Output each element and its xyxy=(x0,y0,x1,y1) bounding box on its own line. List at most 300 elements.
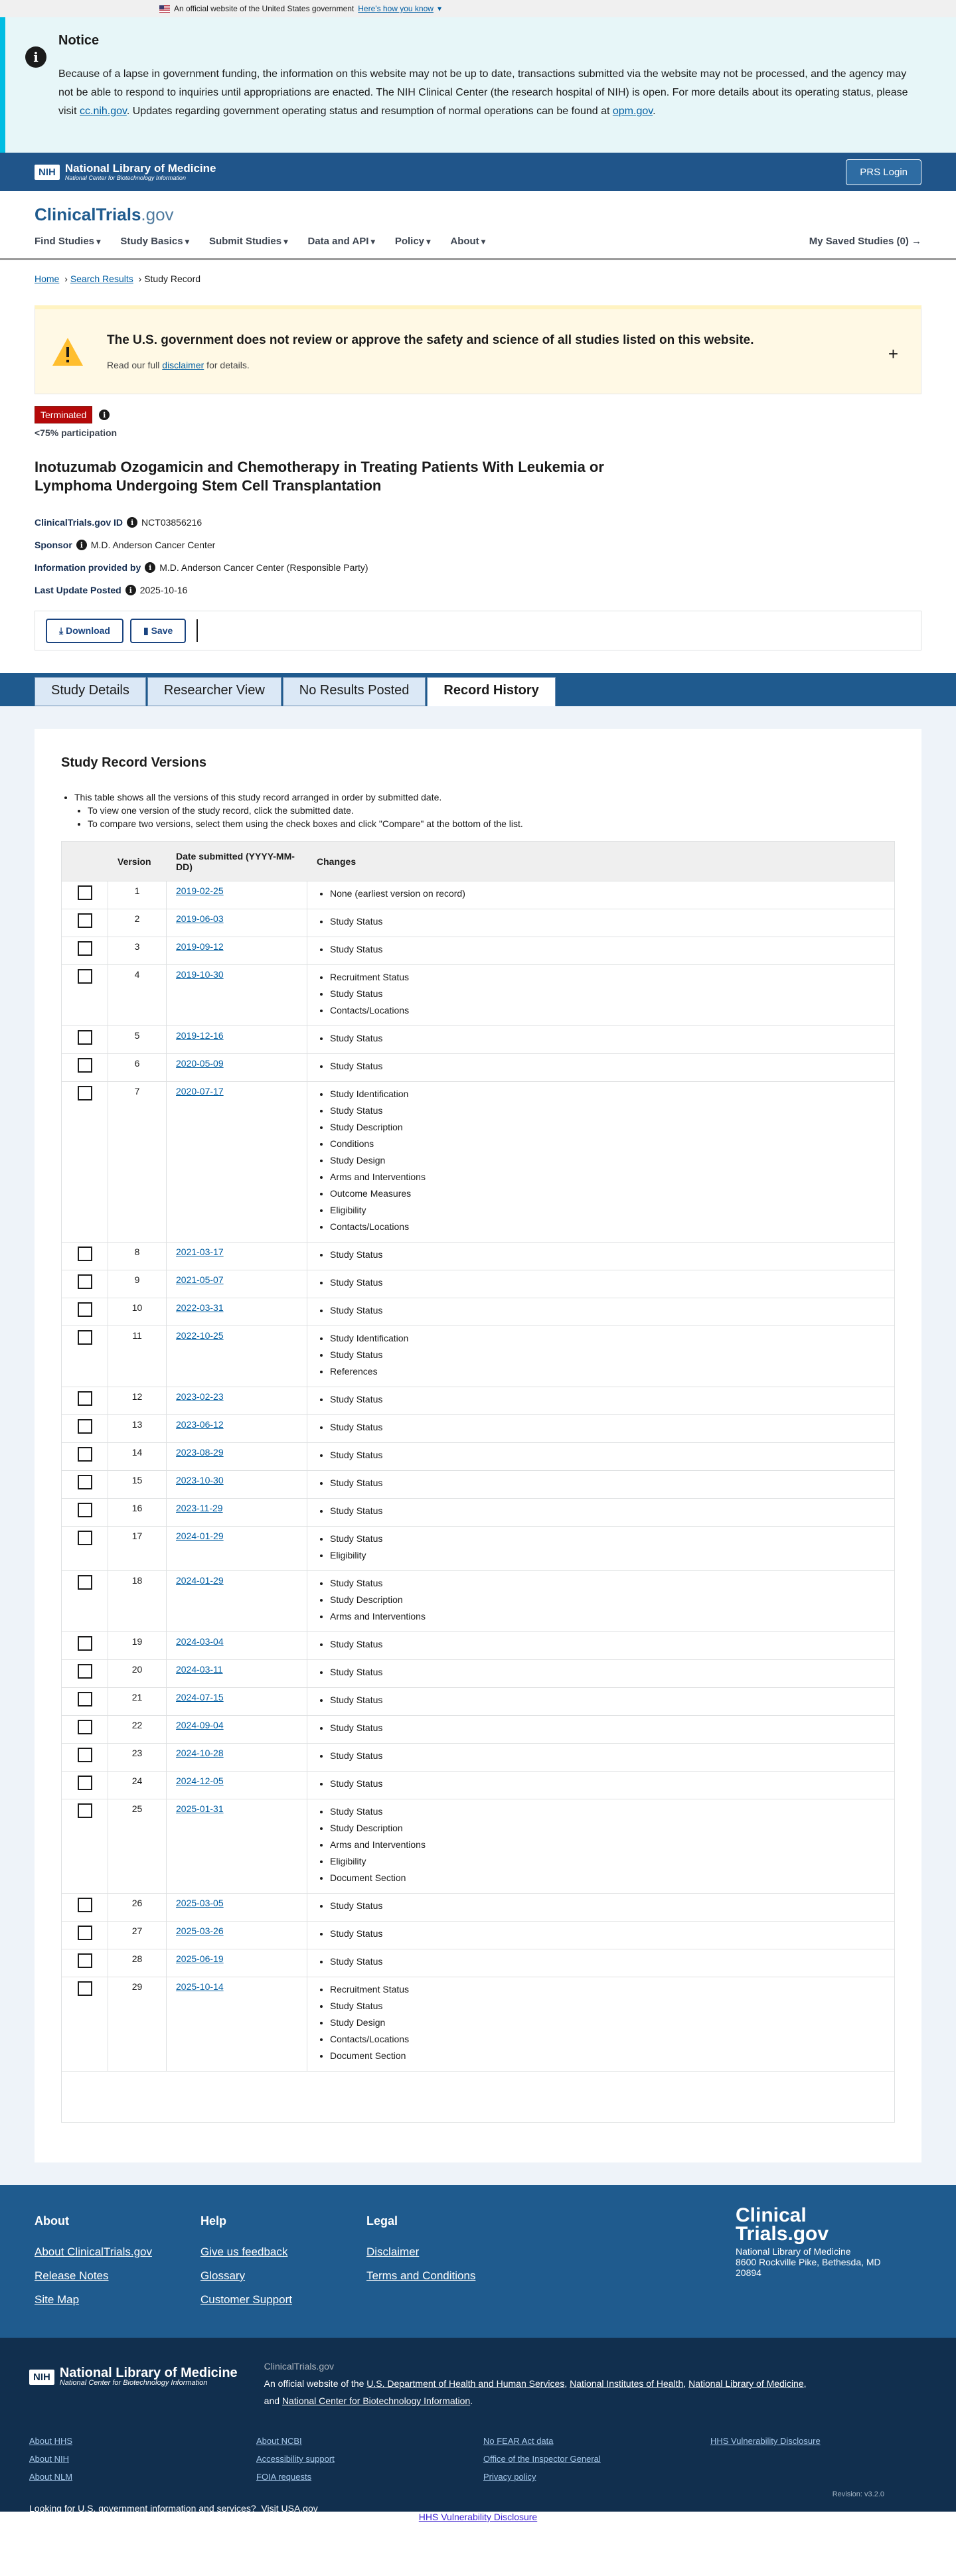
select-cell xyxy=(62,1471,108,1498)
table-row xyxy=(62,1387,894,1415)
save-label: Save xyxy=(151,625,173,636)
change-item: • Study Status xyxy=(330,986,894,1002)
save-button[interactable] xyxy=(130,619,186,643)
version-checkbox[interactable] xyxy=(78,1636,92,1651)
vulnerability-bar xyxy=(0,2512,956,2528)
date-cell xyxy=(167,1026,307,1053)
brand-main: ClinicalTrials xyxy=(35,204,141,224)
breadcrumb-search-results[interactable]: Search Results xyxy=(70,273,133,284)
changes-cell xyxy=(307,1799,894,1893)
table-row xyxy=(62,881,894,909)
select-cell xyxy=(62,1571,108,1631)
version-checkbox[interactable] xyxy=(78,1274,92,1289)
nav-find-studies[interactable]: Find Studies ▾ xyxy=(35,236,100,247)
date-cell xyxy=(167,1632,307,1659)
disclaimer-banner[interactable] xyxy=(35,305,921,394)
version-date-link[interactable]: 2025-01-31 xyxy=(176,1803,224,1814)
version-checkbox[interactable] xyxy=(78,969,92,984)
nih-logo-icon: NIH xyxy=(35,165,60,180)
version-date-link[interactable]: 2021-03-17 xyxy=(176,1247,224,1257)
version-date-link[interactable]: 2019-12-16 xyxy=(176,1030,224,1041)
change-item: • Recruitment Status xyxy=(330,1981,894,1998)
tab-record-history[interactable]: Record History xyxy=(427,677,555,706)
date-cell xyxy=(167,1298,307,1326)
table-row xyxy=(62,1660,894,1688)
table-row xyxy=(62,1949,894,1977)
footer-link[interactable]: About ClinicalTrials.gov xyxy=(35,2245,152,2258)
date-cell xyxy=(167,1387,307,1414)
change-item: • Study Status xyxy=(330,1274,894,1291)
version-date-link[interactable]: 2019-10-30 xyxy=(176,969,224,980)
version-date-link[interactable]: 2024-07-15 xyxy=(176,1692,224,1703)
intro-sub-2: • To compare two versions, select them using the check boxes and click "Compare" at the bottom of the list. xyxy=(88,817,895,830)
hhs-link[interactable]: U.S. Department of Health and Human Services xyxy=(366,2378,565,2389)
select-cell xyxy=(62,1977,108,2071)
changes-cell xyxy=(307,1688,894,1715)
notice-text-2: . Updates regarding government operating status and resumption of normal operations can be found at xyxy=(126,106,613,117)
table-row xyxy=(62,1977,894,2072)
nlm-footer-links xyxy=(29,2436,927,2490)
date-cell xyxy=(167,1660,307,1687)
date-cell xyxy=(167,909,307,937)
version-date-link[interactable]: 2023-11-29 xyxy=(176,1503,223,1513)
date-cell xyxy=(167,1922,307,1949)
nlm-name: National Library of Medicine xyxy=(64,162,216,175)
date-cell xyxy=(167,1799,307,1893)
select-cell xyxy=(62,1270,108,1298)
id-label: ClinicalTrials.gov ID xyxy=(35,517,123,528)
participation-label: <75% participation xyxy=(35,427,118,438)
opm-link[interactable]: opm.gov xyxy=(612,106,653,117)
breadcrumb-current: Study Record xyxy=(144,273,201,284)
changes-cell xyxy=(307,937,894,964)
nav-study-basics[interactable]: Study Basics ▾ xyxy=(120,236,189,247)
select-cell xyxy=(62,1632,108,1659)
version-checkbox[interactable] xyxy=(78,1302,92,1317)
version-date-link[interactable]: 2021-05-07 xyxy=(176,1274,224,1285)
changes-cell xyxy=(307,881,894,909)
nav-about[interactable]: About ▾ xyxy=(450,236,485,247)
version-number: 19 xyxy=(108,1632,167,1659)
change-item: • Study Design xyxy=(330,2014,894,2031)
footer-brand-1: Clinical xyxy=(736,2204,807,2226)
changes-cell xyxy=(307,1977,894,2071)
info-provided-label: Information provided by xyxy=(35,562,141,573)
select-cell xyxy=(62,1082,108,1242)
version-number: 13 xyxy=(108,1415,167,1442)
last-update-value: 2025-10-16 xyxy=(139,585,188,595)
info-icon[interactable]: i xyxy=(127,517,137,528)
change-item: • Study Status xyxy=(330,1636,894,1653)
footer-link[interactable]: Give us feedback xyxy=(200,2245,288,2258)
version-checkbox[interactable] xyxy=(78,1953,92,1968)
version-number: 10 xyxy=(108,1298,167,1326)
version-date-link[interactable]: 2024-03-04 xyxy=(176,1636,224,1647)
version-date-link[interactable]: 2025-03-05 xyxy=(176,1898,224,1908)
change-item: • Arms and Interventions xyxy=(330,1608,894,1625)
select-cell xyxy=(62,1326,108,1387)
table-row xyxy=(62,1799,894,1894)
my-saved-studies-link[interactable]: My Saved Studies (0) → xyxy=(809,236,921,247)
gov-banner-text: An official website of the United States government xyxy=(174,4,355,13)
version-date-link[interactable]: 2024-09-04 xyxy=(176,1720,224,1730)
version-date-link[interactable]: 2025-03-26 xyxy=(176,1926,224,1936)
nlm-footer xyxy=(0,2338,956,2512)
change-item: • Recruitment Status xyxy=(330,969,894,986)
changes-cell xyxy=(307,1082,894,1242)
version-date-link[interactable]: 2023-10-30 xyxy=(176,1475,224,1485)
download-button[interactable] xyxy=(46,619,123,643)
version-checkbox[interactable] xyxy=(78,913,92,928)
nav-policy[interactable]: Policy ▾ xyxy=(395,236,431,247)
disclaimer-post: for details. xyxy=(204,359,250,370)
version-checkbox[interactable] xyxy=(78,1803,92,1818)
change-item: • Study Status xyxy=(330,1720,894,1736)
version-number: 27 xyxy=(108,1922,167,1949)
footer-link[interactable]: About HHS xyxy=(29,2436,73,2446)
study-tabs xyxy=(0,673,956,706)
version-date-link[interactable]: 2022-03-31 xyxy=(176,1302,224,1313)
select-cell xyxy=(62,1054,108,1081)
changes-cell xyxy=(307,909,894,937)
changes-cell xyxy=(307,1922,894,1949)
version-number: 22 xyxy=(108,1716,167,1743)
version-checkbox[interactable] xyxy=(78,1692,92,1706)
change-item: • Contacts/Locations xyxy=(330,2031,894,2048)
version-date-link[interactable]: 2022-10-25 xyxy=(176,1330,224,1341)
version-checkbox[interactable] xyxy=(78,1720,92,1734)
version-number: 16 xyxy=(108,1499,167,1526)
address-line: 20894 xyxy=(736,2267,761,2278)
date-cell xyxy=(167,1270,307,1298)
shutdown-notice xyxy=(0,17,956,153)
version-number: 4 xyxy=(108,965,167,1025)
footer-help xyxy=(200,2214,366,2309)
date-cell xyxy=(167,1499,307,1526)
changes-cell xyxy=(307,1243,894,1270)
version-date-link[interactable]: 2019-09-12 xyxy=(176,941,224,952)
cc-nih-link[interactable]: cc.nih.gov xyxy=(80,106,127,117)
change-item: • Study Description xyxy=(330,1119,894,1136)
version-checkbox[interactable] xyxy=(78,1030,92,1045)
version-checkbox[interactable] xyxy=(78,1748,92,1762)
change-item: • Study Status xyxy=(330,1475,894,1491)
col-date: Date submitted (YYYY-MM-DD) xyxy=(176,850,295,872)
table-row xyxy=(62,1716,894,1744)
breadcrumb-home[interactable]: Home xyxy=(35,273,60,284)
select-cell xyxy=(62,1799,108,1893)
version-date-link[interactable]: 2024-01-29 xyxy=(176,1575,224,1586)
version-number: 14 xyxy=(108,1443,167,1470)
change-item: • Study Status xyxy=(330,1347,894,1363)
disclaimer-link[interactable]: disclaimer xyxy=(162,359,204,370)
table-row xyxy=(62,1499,894,1527)
change-item: • Study Status xyxy=(330,1058,894,1075)
breadcrumb: Home › Search Results › Study Record xyxy=(35,273,201,284)
record-history-card xyxy=(35,729,921,2162)
footer-link[interactable]: Disclaimer xyxy=(366,2245,420,2258)
nlm-link[interactable]: National Library of Medicine xyxy=(688,2378,804,2389)
date-cell xyxy=(167,1716,307,1743)
version-checkbox[interactable] xyxy=(78,1575,92,1590)
select-cell xyxy=(62,1387,108,1414)
version-checkbox[interactable] xyxy=(78,941,92,956)
date-cell xyxy=(167,1243,307,1270)
footer-brand xyxy=(736,2206,881,2243)
footer-link[interactable]: Site Map xyxy=(35,2293,80,2306)
footer-link[interactable]: Office of the Inspector General xyxy=(483,2454,601,2464)
change-item: • Study Status xyxy=(330,941,894,958)
date-cell xyxy=(167,1082,307,1242)
version-date-link[interactable]: 2024-01-29 xyxy=(176,1531,224,1541)
version-date-link[interactable]: 2024-12-05 xyxy=(176,1776,224,1786)
version-number: 25 xyxy=(108,1799,167,1893)
nav-data-and-api[interactable]: Data and API ▾ xyxy=(307,236,374,247)
change-item: • Arms and Interventions xyxy=(330,1837,894,1853)
version-checkbox[interactable] xyxy=(78,1664,92,1679)
footer-link[interactable]: Privacy policy xyxy=(483,2472,536,2482)
footer-desc-text: An official website of the xyxy=(264,2378,367,2389)
table-row xyxy=(62,937,894,965)
select-cell xyxy=(62,1443,108,1470)
info-icon[interactable]: i xyxy=(76,540,87,550)
date-cell xyxy=(167,937,307,964)
date-cell xyxy=(167,1054,307,1081)
heres-how-you-know-link[interactable]: Here's how you know xyxy=(358,4,434,13)
info-icon[interactable]: i xyxy=(125,585,136,595)
prs-login-button[interactable]: PRS Login xyxy=(846,159,921,185)
expand-plus-icon[interactable]: + xyxy=(888,344,898,364)
changes-cell xyxy=(307,1571,894,1631)
study-meta xyxy=(35,511,921,601)
disclaimer-text xyxy=(107,360,754,370)
nlm-logo[interactable] xyxy=(35,163,216,181)
version-checkbox[interactable] xyxy=(78,1926,92,1940)
change-item: • Conditions xyxy=(330,1136,894,1152)
table-row xyxy=(62,1243,894,1270)
date-cell xyxy=(167,1894,307,1921)
main-nav xyxy=(35,236,921,247)
nih-link[interactable]: National Institutes of Health xyxy=(570,2378,684,2389)
us-flag-icon xyxy=(159,5,170,13)
table-row xyxy=(62,909,894,937)
change-item: • Study Status xyxy=(330,1575,894,1592)
download-label: Download xyxy=(66,625,110,636)
version-date-link[interactable]: 2025-06-19 xyxy=(176,1953,224,1964)
version-number: 26 xyxy=(108,1894,167,1921)
version-date-link[interactable]: 2023-08-29 xyxy=(176,1447,224,1458)
footer-link[interactable]: About NIH xyxy=(29,2454,69,2464)
footer-link[interactable]: Terms and Conditions xyxy=(366,2269,476,2282)
version-checkbox[interactable] xyxy=(78,1086,92,1100)
table-row xyxy=(62,1270,894,1298)
change-item: • Study Status xyxy=(330,1531,894,1547)
info-icon[interactable]: i xyxy=(145,562,155,573)
change-item: • Study Status xyxy=(330,1030,894,1047)
table-row xyxy=(62,1632,894,1660)
nih-logo-icon: NIH xyxy=(29,2370,54,2385)
version-checkbox[interactable] xyxy=(78,1531,92,1545)
site-logo[interactable] xyxy=(35,204,921,225)
footer-link[interactable]: HHS Vulnerability Disclosure xyxy=(710,2436,821,2446)
footer-help-heading: Help xyxy=(200,2214,227,2228)
version-date-link[interactable]: 2024-03-11 xyxy=(176,1664,223,1675)
footer-link[interactable]: Customer Support xyxy=(200,2293,292,2306)
nlm-header xyxy=(0,153,956,191)
change-item: • Study Description xyxy=(330,1820,894,1837)
change-item: • Study Status xyxy=(330,1247,894,1263)
version-date-link[interactable]: 2020-07-17 xyxy=(176,1086,224,1097)
changes-cell xyxy=(307,1270,894,1298)
select-cell xyxy=(62,1688,108,1715)
select-cell xyxy=(62,1243,108,1270)
date-cell xyxy=(167,881,307,909)
change-item: • Study Status xyxy=(330,1102,894,1119)
changes-cell xyxy=(307,1632,894,1659)
version-checkbox[interactable] xyxy=(78,1981,92,1996)
select-cell xyxy=(62,1949,108,1977)
status-badge: Terminated xyxy=(35,406,92,423)
date-cell xyxy=(167,1772,307,1799)
version-number: 20 xyxy=(108,1660,167,1687)
version-checkbox[interactable] xyxy=(78,1447,92,1462)
table-row xyxy=(62,1298,894,1326)
table-row xyxy=(62,1688,894,1716)
footer-legal xyxy=(366,2214,532,2309)
footer-link[interactable]: Accessibility support xyxy=(256,2454,335,2464)
nlm-footer-desc: ClinicalTrials.gov An official website of the U.S. Department of Health and Human Services, National Institutes of Health, National Library of Medicine, and National Center for Biotechnology Information. xyxy=(264,2358,807,2409)
footer-link[interactable]: FOIA requests xyxy=(256,2472,312,2482)
version-date-link[interactable]: 2024-10-28 xyxy=(176,1748,224,1758)
version-checkbox[interactable] xyxy=(78,1475,92,1489)
version-date-link[interactable]: 2023-06-12 xyxy=(176,1419,224,1430)
version-checkbox[interactable] xyxy=(78,1058,92,1073)
version-number: 6 xyxy=(108,1054,167,1081)
tab-no-results-posted[interactable]: No Results Posted xyxy=(283,677,426,706)
changes-cell xyxy=(307,1443,894,1470)
version-number: 3 xyxy=(108,937,167,964)
date-cell xyxy=(167,965,307,1025)
changes-cell xyxy=(307,1949,894,1977)
date-cell xyxy=(167,1977,307,2071)
nlm-footer-logo[interactable] xyxy=(29,2367,238,2387)
change-item: • Document Section xyxy=(330,1870,894,1886)
change-item: • Study Status xyxy=(330,1302,894,1319)
version-checkbox[interactable] xyxy=(78,1247,92,1261)
tab-study-details[interactable]: Study Details xyxy=(35,677,146,706)
change-item: • Contacts/Locations xyxy=(330,1002,894,1019)
change-item: • Study Status xyxy=(330,913,894,930)
date-cell xyxy=(167,1443,307,1470)
change-item: • Eligibility xyxy=(330,1547,894,1564)
changes-cell xyxy=(307,1326,894,1387)
footer-about xyxy=(35,2214,200,2309)
footer-link[interactable]: About NLM xyxy=(29,2472,73,2482)
version-checkbox[interactable] xyxy=(78,1898,92,1912)
version-checkbox[interactable] xyxy=(78,1776,92,1790)
footer-link[interactable]: No FEAR Act data xyxy=(483,2436,554,2446)
changes-cell xyxy=(307,1298,894,1326)
col-version: Version xyxy=(118,856,151,867)
record-title: Study Record Versions xyxy=(61,755,206,770)
changes-cell xyxy=(307,965,894,1025)
action-bar xyxy=(35,611,921,650)
changes-cell xyxy=(307,1387,894,1414)
nav-submit-studies[interactable]: Submit Studies ▾ xyxy=(209,236,288,247)
change-item: • Study Identification xyxy=(330,1086,894,1102)
info-provided-value: M.D. Anderson Cancer Center (Responsible Party) xyxy=(159,562,368,573)
table-row xyxy=(62,965,894,1026)
study-title: Inotuzumab Ozogamicin and Chemotherapy in Treating Patients With Leukemia or Lymphoma Undergoing Stem Cell Transplantation xyxy=(35,459,604,494)
intro-text: • This table shows all the versions of this study record arranged in order by submitted date. xyxy=(74,791,895,804)
select-cell xyxy=(62,1744,108,1771)
table-row xyxy=(62,1471,894,1499)
version-number: 9 xyxy=(108,1270,167,1298)
version-date-link[interactable]: 2019-06-03 xyxy=(176,913,224,924)
version-number: 7 xyxy=(108,1082,167,1242)
version-checkbox[interactable] xyxy=(78,1330,92,1345)
record-intro xyxy=(61,791,895,830)
date-cell xyxy=(167,1527,307,1570)
select-cell xyxy=(62,1527,108,1570)
footer-link[interactable]: Release Notes xyxy=(35,2269,109,2282)
changes-cell xyxy=(307,1660,894,1687)
version-number: 24 xyxy=(108,1772,167,1799)
table-row xyxy=(62,1415,894,1443)
date-cell xyxy=(167,1471,307,1498)
footer-link[interactable]: About NCBI xyxy=(256,2436,302,2446)
select-cell xyxy=(62,937,108,964)
select-cell xyxy=(62,1772,108,1799)
version-checkbox[interactable] xyxy=(78,1419,92,1434)
version-date-link[interactable]: 2020-05-09 xyxy=(176,1058,224,1069)
usa-text: Looking for U.S. government information and services? xyxy=(29,2503,256,2514)
version-number: 8 xyxy=(108,1243,167,1270)
info-icon[interactable]: i xyxy=(99,410,110,420)
version-checkbox[interactable] xyxy=(78,1391,92,1406)
table-body xyxy=(62,881,894,2072)
version-date-link[interactable]: 2019-02-25 xyxy=(176,885,224,896)
disclaimer-title: The U.S. government does not review or approve the safety and science of all studies listed on this website. xyxy=(107,333,754,347)
select-cell xyxy=(62,1499,108,1526)
changes-cell xyxy=(307,1054,894,1081)
table-footer xyxy=(62,2072,894,2122)
ncbi-link[interactable]: National Center for Biotechnology Information xyxy=(281,2395,471,2406)
version-checkbox[interactable] xyxy=(78,885,92,900)
usa-gov-line xyxy=(29,2503,927,2514)
sponsor-label: Sponsor xyxy=(35,540,72,550)
footer-link[interactable]: Glossary xyxy=(200,2269,246,2282)
change-item: • Eligibility xyxy=(330,1853,894,1870)
footer-site-name: ClinicalTrials.gov xyxy=(264,2361,334,2372)
version-date-link[interactable]: 2023-02-23 xyxy=(176,1391,224,1402)
changes-cell xyxy=(307,1894,894,1921)
usa-gov-link[interactable]: Visit USA.gov xyxy=(261,2503,318,2514)
changes-cell xyxy=(307,1716,894,1743)
select-cell xyxy=(62,1415,108,1442)
notice-text-1: Because of a lapse in government funding, the information on this website may not be up to date, transactions submitted via the website may not be processed, and the agency may not be able to respond to inquiries until appropriations are enacted. The NIH Clinical Center (the research hospital of NIH) is open. For more details about its operating status, please visit xyxy=(58,68,908,117)
tab-researcher-view[interactable]: Researcher View xyxy=(147,677,281,706)
table-row xyxy=(62,1527,894,1571)
changes-cell xyxy=(307,1527,894,1570)
version-date-link[interactable]: 2025-10-14 xyxy=(176,1981,224,1992)
vulnerability-link[interactable]: HHS Vulnerability Disclosure xyxy=(418,2512,538,2522)
change-item: • Study Status xyxy=(330,1391,894,1408)
footer-brand-2: Trials.gov xyxy=(736,2223,829,2245)
version-checkbox[interactable] xyxy=(78,1503,92,1517)
version-number: 28 xyxy=(108,1949,167,1977)
table-row xyxy=(62,1082,894,1243)
